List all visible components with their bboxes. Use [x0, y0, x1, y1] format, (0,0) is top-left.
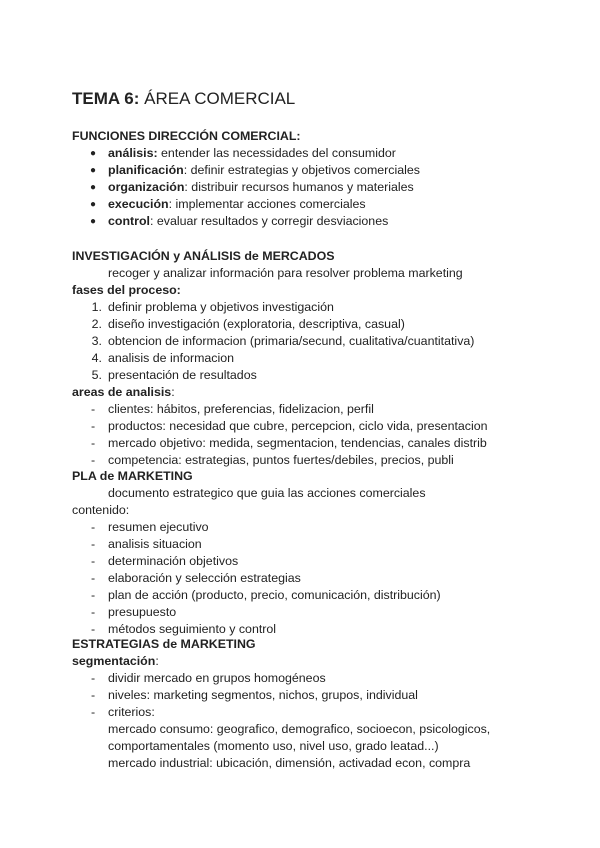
bullet-icon: ●: [90, 182, 97, 193]
title-number: TEMA 6:: [72, 89, 140, 108]
list-item: niveles: marketing segmentos, nichos, grupos, individual: [108, 688, 418, 702]
list-number: 5.: [91, 368, 102, 382]
subheading-segmentacion: segmentación:: [72, 654, 159, 668]
list-item: métodos seguimiento y control: [108, 622, 277, 636]
list-item: diseño investigación (exploratoria, descriptiva, casual): [108, 317, 405, 331]
list-item-text: análisis: entender las necessidades del consumidor: [108, 146, 396, 160]
bullet-icon: ●: [90, 165, 97, 176]
list-item-text: execución: implementar acciones comerciales: [108, 197, 366, 211]
list-item: elaboración y selección estrategias: [108, 571, 301, 585]
title-text: ÁREA COMERCIAL: [144, 89, 296, 108]
subheading-contenido: contenido:: [72, 503, 130, 517]
criterios-line: mercado consumo: geografico, demografico, socioecon, psicologicos,: [108, 722, 491, 736]
list-item: criterios:: [108, 705, 155, 719]
list-item: resumen ejecutivo: [108, 520, 209, 534]
section-description: recoger y analizar información para resolver problema marketing: [108, 266, 463, 280]
list-item: obtencion de informacion (primaria/secund, cualitativa/cuantitativa): [108, 334, 475, 348]
criterios-line: mercado industrial: ubicación, dimensión, activadad econ, compra: [108, 756, 471, 770]
list-item: determinación objetivos: [108, 554, 239, 568]
section-heading-estrategias: ESTRATEGIAS de MARKETING: [72, 637, 256, 651]
dash-marker: -: [91, 622, 96, 636]
list-item: competencia: estrategias, puntos fuertes/debiles, precios, publi: [108, 453, 454, 467]
dash-marker: -: [91, 453, 96, 467]
dash-marker: -: [91, 554, 96, 568]
dash-marker: -: [91, 671, 96, 685]
list-item: presupuesto: [108, 605, 177, 619]
dash-marker: -: [91, 688, 96, 702]
list-number: 4.: [91, 351, 102, 365]
section-description: documento estrategico que guia las acciones comerciales: [108, 486, 426, 500]
list-item: mercado objetivo: medida, segmentacion, tendencias, canales distrib: [108, 436, 487, 450]
bullet-icon: ●: [90, 216, 97, 227]
list-item: analisis de informacion: [108, 351, 235, 365]
list-number: 1.: [91, 300, 102, 314]
bullet-icon: ●: [90, 148, 97, 159]
dash-marker: -: [91, 605, 96, 619]
section-heading-pla: PLA de MARKETING: [72, 469, 193, 483]
list-number: 2.: [91, 317, 102, 331]
list-item: presentación de resultados: [108, 368, 257, 382]
list-item: dividir mercado en grupos homogéneos: [108, 671, 326, 685]
dash-marker: -: [91, 705, 96, 719]
dash-marker: -: [91, 419, 96, 433]
list-item: clientes: hábitos, preferencias, fidelizacion, perfil: [108, 402, 374, 416]
list-number: 3.: [91, 334, 102, 348]
dash-marker: -: [91, 571, 96, 585]
list-item: analisis situacion: [108, 537, 202, 551]
list-item: productos: necesidad que cubre, percepcion, ciclo vida, presentacion: [108, 419, 488, 433]
dash-marker: -: [91, 537, 96, 551]
bullet-icon: ●: [90, 199, 97, 210]
section-heading-investigacion: INVESTIGACIÓN y ANÁLISIS de MERCADOS: [72, 249, 335, 263]
dash-marker: -: [91, 436, 96, 450]
list-item-text: planificación: definir estrategias y objetivos comerciales: [108, 163, 420, 177]
section-heading-funciones: FUNCIONES DIRECCIÓN COMERCIAL:: [72, 129, 301, 143]
dash-marker: -: [91, 588, 96, 602]
dash-marker: -: [91, 402, 96, 416]
list-item-text: control: evaluar resultados y corregir desviaciones: [108, 214, 389, 228]
list-item: definir problema y objetivos investigación: [108, 300, 334, 314]
list-item: plan de acción (producto, precio, comunicación, distribución): [108, 588, 441, 602]
dash-marker: -: [91, 520, 96, 534]
page-title: [72, 89, 295, 109]
subheading-fases: fases del proceso:: [72, 283, 181, 297]
criterios-line: comportamentales (momento uso, nivel uso, grado leatad...): [108, 739, 439, 753]
subheading-areas: areas de analisis:: [72, 385, 175, 399]
list-item-text: organización: distribuir recursos humanos y materiales: [108, 180, 414, 194]
